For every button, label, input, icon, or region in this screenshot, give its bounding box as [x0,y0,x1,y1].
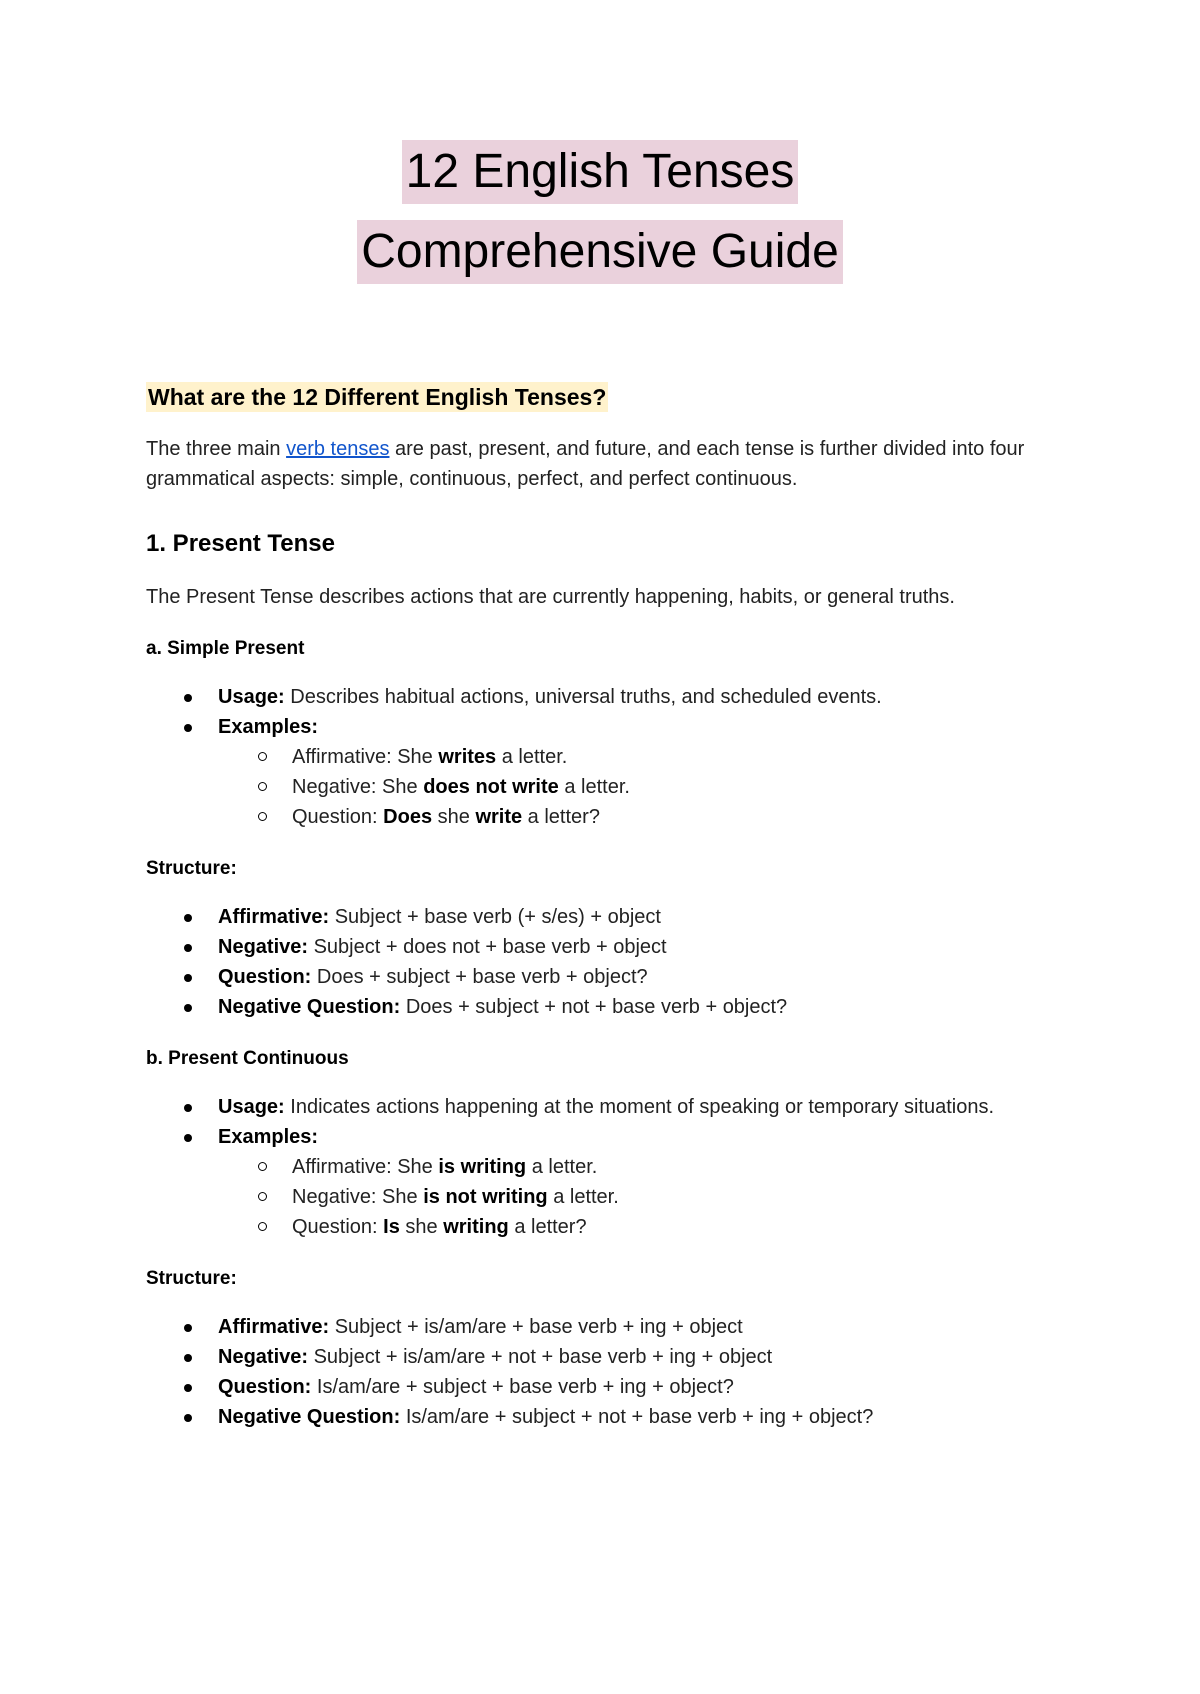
structure-text: Is/am/are + subject + not + base verb + ing + object? [400,1406,874,1428]
list-item [218,1312,1080,1342]
list-item [292,1152,1080,1182]
examples-label: Examples: [218,1126,319,1148]
list-item [292,802,1080,832]
example-text: a letter. [547,1186,619,1208]
list-item [218,1402,1080,1432]
structure-label: Negative Question: [218,996,401,1018]
list-item [218,712,1080,832]
simple-present-list [146,682,1080,832]
structure-label: Question: [218,1376,312,1398]
usage-text: Describes habitual actions, universal truths, and scheduled events. [284,686,882,708]
document-body [146,382,1080,1432]
usage-label: Usage: [218,686,285,708]
structure-label: Negative: [218,936,309,958]
example-text: a letter? [508,1216,587,1238]
examples-label: Examples: [218,716,319,738]
example-text: a letter. [558,776,630,798]
title-line-1: 12 English Tenses [402,140,799,204]
list-item [218,962,1080,992]
list-item [292,1182,1080,1212]
intro-heading: What are the 12 Different English Tenses? [148,384,607,410]
example-verb: Does [383,806,433,828]
intro-text-after: are past, present, and future, and each tense is further divided into four grammatical aspects: simple, continuous, perfect, and perfect continuous. [146,438,1025,490]
list-item [292,1212,1080,1242]
structure-label: Affirmative: [218,1316,330,1338]
example-text: Negative: She [292,1186,424,1208]
simple-present-structure-list [146,902,1080,1022]
structure-text: Subject + is/am/are + base verb + ing + object [329,1316,743,1338]
example-verb: is writing [438,1156,527,1178]
list-item [218,1372,1080,1402]
list-item [292,742,1080,772]
usage-label: Usage: [218,1096,285,1118]
list-item [218,1342,1080,1372]
structure-label: Question: [218,966,312,988]
example-text: she [399,1216,444,1238]
example-text: a letter. [526,1156,598,1178]
simple-present-heading: a. Simple Present [146,638,305,659]
present-continuous-list [146,1092,1080,1242]
structure-text: Is/am/are + subject + base verb + ing + object? [311,1376,734,1398]
list-item [218,682,1080,712]
example-verb: writing [443,1216,509,1238]
intro-text-before: The three main [146,438,287,460]
list-item [218,1122,1080,1242]
present-continuous-structure-list [146,1312,1080,1432]
structure-text: Does + subject + not + base verb + object? [400,996,788,1018]
list-item [292,772,1080,802]
examples-list [218,1152,1080,1242]
intro-paragraph [146,434,1080,494]
present-tense-description: The Present Tense describes actions that are currently happening, habits, or general truths. [146,586,955,608]
list-item [218,932,1080,962]
present-tense-heading: 1. Present Tense [146,530,335,557]
example-text: a letter. [496,746,568,768]
structure-label: Affirmative: [218,906,330,928]
structure-label: Negative: [218,1346,309,1368]
example-verb: write [475,806,523,828]
list-item [218,902,1080,932]
example-text: a letter? [522,806,600,828]
list-item [218,992,1080,1022]
example-text: Affirmative: She [292,1156,439,1178]
example-text: she [432,806,476,828]
document-title [0,140,1200,300]
example-verb: does not write [423,776,559,798]
title-line-2: Comprehensive Guide [357,220,843,284]
structure-text: Subject + does not + base verb + object [308,936,667,958]
example-verb: is not writing [423,1186,548,1208]
structure-text: Subject + base verb (+ s/es) + object [329,906,661,928]
list-item [218,1092,1080,1122]
structure-label: Negative Question: [218,1406,401,1428]
structure-heading: Structure: [146,1268,237,1289]
present-continuous-heading: b. Present Continuous [146,1048,349,1069]
example-text: Affirmative: She [292,746,439,768]
structure-text: Subject + is/am/are + not + base verb + ing + object [308,1346,773,1368]
example-verb: Is [383,1216,400,1238]
verb-tenses-link[interactable]: verb tenses [286,438,390,460]
example-verb: writes [438,746,497,768]
usage-text: Indicates actions happening at the moment of speaking or temporary situations. [284,1096,994,1118]
example-text: Question: [292,806,384,828]
examples-list [218,742,1080,832]
structure-heading: Structure: [146,858,237,879]
example-text: Negative: She [292,776,424,798]
structure-text: Does + subject + base verb + object? [311,966,648,988]
example-text: Question: [292,1216,384,1238]
